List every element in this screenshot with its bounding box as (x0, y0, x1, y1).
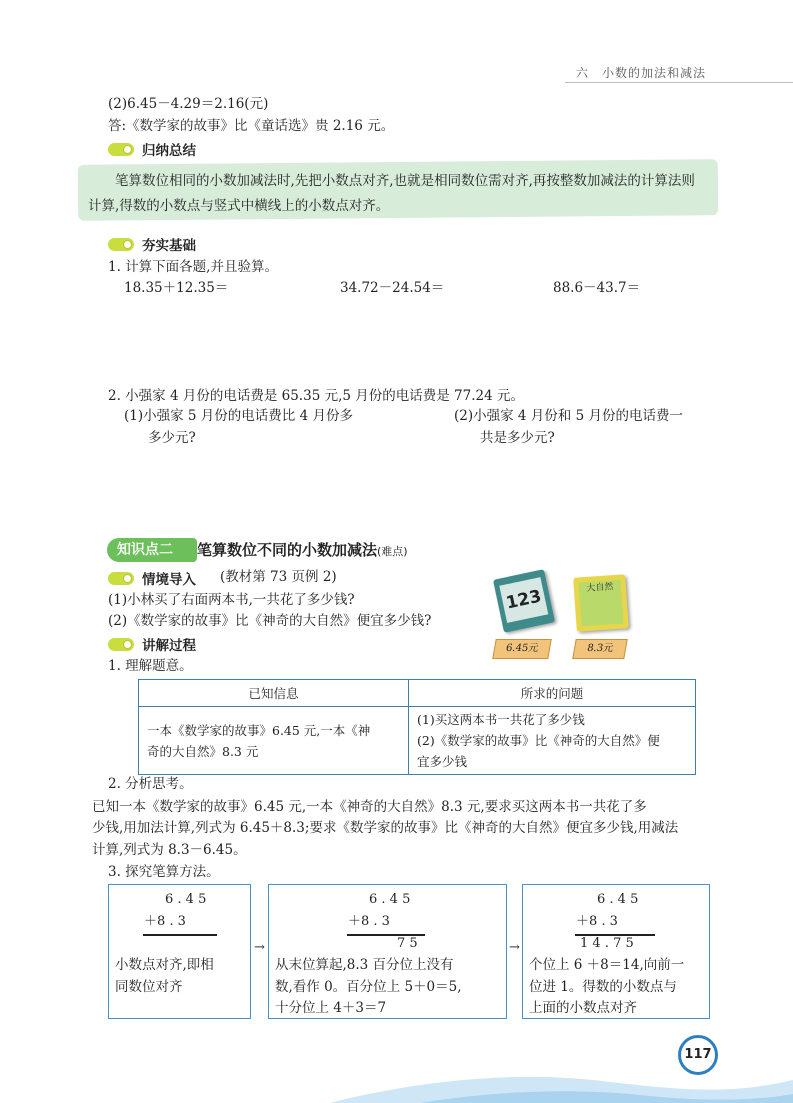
practice-q2b-line2: 共是多少元? (480, 430, 555, 446)
pill-icon (108, 572, 134, 585)
page-number: 117 (678, 1035, 718, 1075)
pill-icon (108, 638, 134, 651)
arrow-icon: → (254, 940, 265, 955)
method-box-1 (108, 884, 251, 1019)
box2-add-num: ＋8 . 3 (348, 914, 390, 929)
box2-desc-3: 十分位上 4＋3＝7 (275, 1000, 387, 1016)
example-line: (2)6.45－4.29＝2.16(元) (108, 96, 269, 112)
process-step1: 1. 理解题意。 (108, 658, 193, 674)
process-tag (108, 634, 196, 654)
practice-q1: 1. 计算下面各题,并且验算。 (108, 259, 278, 275)
analysis-line-2: 少钱,用加法计算,列式为 6.45＋8.3;要求《数学家的故事》比《神奇的大自然》便宜多少钱,用减法 (92, 820, 679, 836)
summary-tag (108, 139, 196, 159)
known-line-1: 一本《数学家的故事》6.45 元,一本《神 (147, 722, 371, 738)
scenario-ref: (教材第 73 页例 2) (220, 569, 337, 585)
analysis-line-1: 已知一本《数学家的故事》6.45 元,一本《神奇的大自然》8.3 元,要求买这两本书一共花了多 (92, 799, 647, 815)
box1-desc-2: 同数位对齐 (115, 979, 183, 995)
scenario-q1: (1)小林买了右面两本书,一共花了多少钱? (108, 592, 355, 608)
practice-q2a-line1: (1)小强家 5 月份的电话费比 4 月份多 (124, 408, 353, 424)
method-box-2 (268, 884, 507, 1019)
box3-add-num: ＋8 . 3 (576, 914, 618, 929)
knowledge-title-note: (难点) (377, 545, 408, 558)
box1-add-num: ＋8 . 3 (144, 914, 186, 929)
pill-icon (108, 143, 134, 156)
ask-line-3: 宜多少钱 (417, 754, 468, 769)
knowledge-badge: 知识点二 (107, 538, 197, 562)
ask-line-2: (2)《数学家的故事》比《神奇的大自然》便 (417, 733, 660, 748)
box3-result: 1 4 . 7 5 (580, 936, 634, 951)
analysis-line-3: 计算,列式为 8.3－6.45。 (92, 842, 247, 858)
expr-2: 34.72－24.54＝ (340, 280, 445, 296)
practice-q2: 2. 小强家 4 月份的电话费是 65.35 元,5 月份的电话费是 77.24 元。 (108, 388, 524, 404)
box1-desc-1: 小数点对齐,即相 (115, 957, 214, 973)
table-cell-known (139, 707, 409, 775)
scenario-tag (108, 568, 196, 588)
practice-q2b-line1: (2)小强家 4 月份和 5 月份的电话费一 (454, 408, 683, 424)
pill-icon (108, 238, 134, 251)
knowledge-title (197, 539, 408, 560)
box2-desc-2: 数,看作 0。百分位上 5＋0＝5, (275, 979, 462, 995)
table-header-known: 已知信息 (139, 680, 409, 707)
ask-line-1: (1)买这两本书一共花了多少钱 (417, 712, 585, 727)
expr-1: 18.35＋12.35＝ (124, 280, 229, 296)
expr-3: 88.6－43.7＝ (553, 280, 641, 296)
arrow-icon: → (509, 940, 520, 955)
practice-tag-label: 夯实基础 (142, 238, 196, 254)
summary-text: 笔算数位相同的小数加减法时,先把小数点对齐,也就是相同数位需对齐,再按整数加减法的计算法则计算,得数的小数点与竖式中横线上的小数点对齐。 (88, 173, 695, 214)
box3-desc-2: 位进 1。得数的小数点与 (529, 979, 677, 995)
book2-price-tag: 8.3元 (572, 639, 628, 659)
box3-top-num: 6 . 4 5 (597, 892, 639, 907)
example-answer: 答:《数学家的故事》比《童话选》贵 2.16 元。 (108, 118, 395, 134)
method-box-3 (522, 884, 710, 1019)
box2-desc-1: 从末位算起,8.3 百分位上没有 (275, 957, 454, 973)
box3-desc-3: 上面的小数点对齐 (529, 1000, 637, 1016)
process-step3: 3. 探究笔算方法。 (108, 864, 220, 880)
table-header-ask: 所求的问题 (409, 680, 696, 707)
nature-book-cover: 大自然 (579, 580, 624, 627)
box2-top-num: 6 . 4 5 (369, 892, 411, 907)
summary-tag-label: 归纳总结 (142, 143, 196, 159)
process-step2: 2. 分析思考。 (108, 776, 193, 792)
practice-tag (108, 234, 196, 254)
scenario-q2: (2)《数学家的故事》比《神奇的大自然》便宜多少钱? (108, 613, 432, 629)
table-cell-ask (409, 707, 696, 775)
practice-q2a-line2: 多少元? (148, 430, 196, 446)
box3-desc-1: 个位上 6 ＋8＝14,向前一 (529, 957, 685, 973)
info-table-wrap (138, 679, 696, 775)
info-table (138, 679, 696, 775)
math-book-cover: 123 (499, 577, 548, 623)
chapter-header: 六 小数的加法和减法 (576, 66, 707, 80)
box2-result: 7 5 (397, 936, 418, 951)
footer-wave (0, 1040, 793, 1103)
box1-top-num: 6 . 4 5 (165, 892, 207, 907)
scenario-tag-label: 情境导入 (142, 572, 196, 588)
known-line-2: 奇的大自然》8.3 元 (147, 743, 259, 759)
book1-price-tag: 6.45元 (492, 639, 552, 659)
box1-rule (143, 934, 217, 936)
nature-book-image (573, 574, 629, 631)
knowledge-title-text: 笔算数位不同的小数加减法 (197, 541, 378, 559)
process-tag-label: 讲解过程 (142, 638, 196, 654)
header-divider (565, 82, 793, 83)
math-book-image (493, 569, 555, 633)
